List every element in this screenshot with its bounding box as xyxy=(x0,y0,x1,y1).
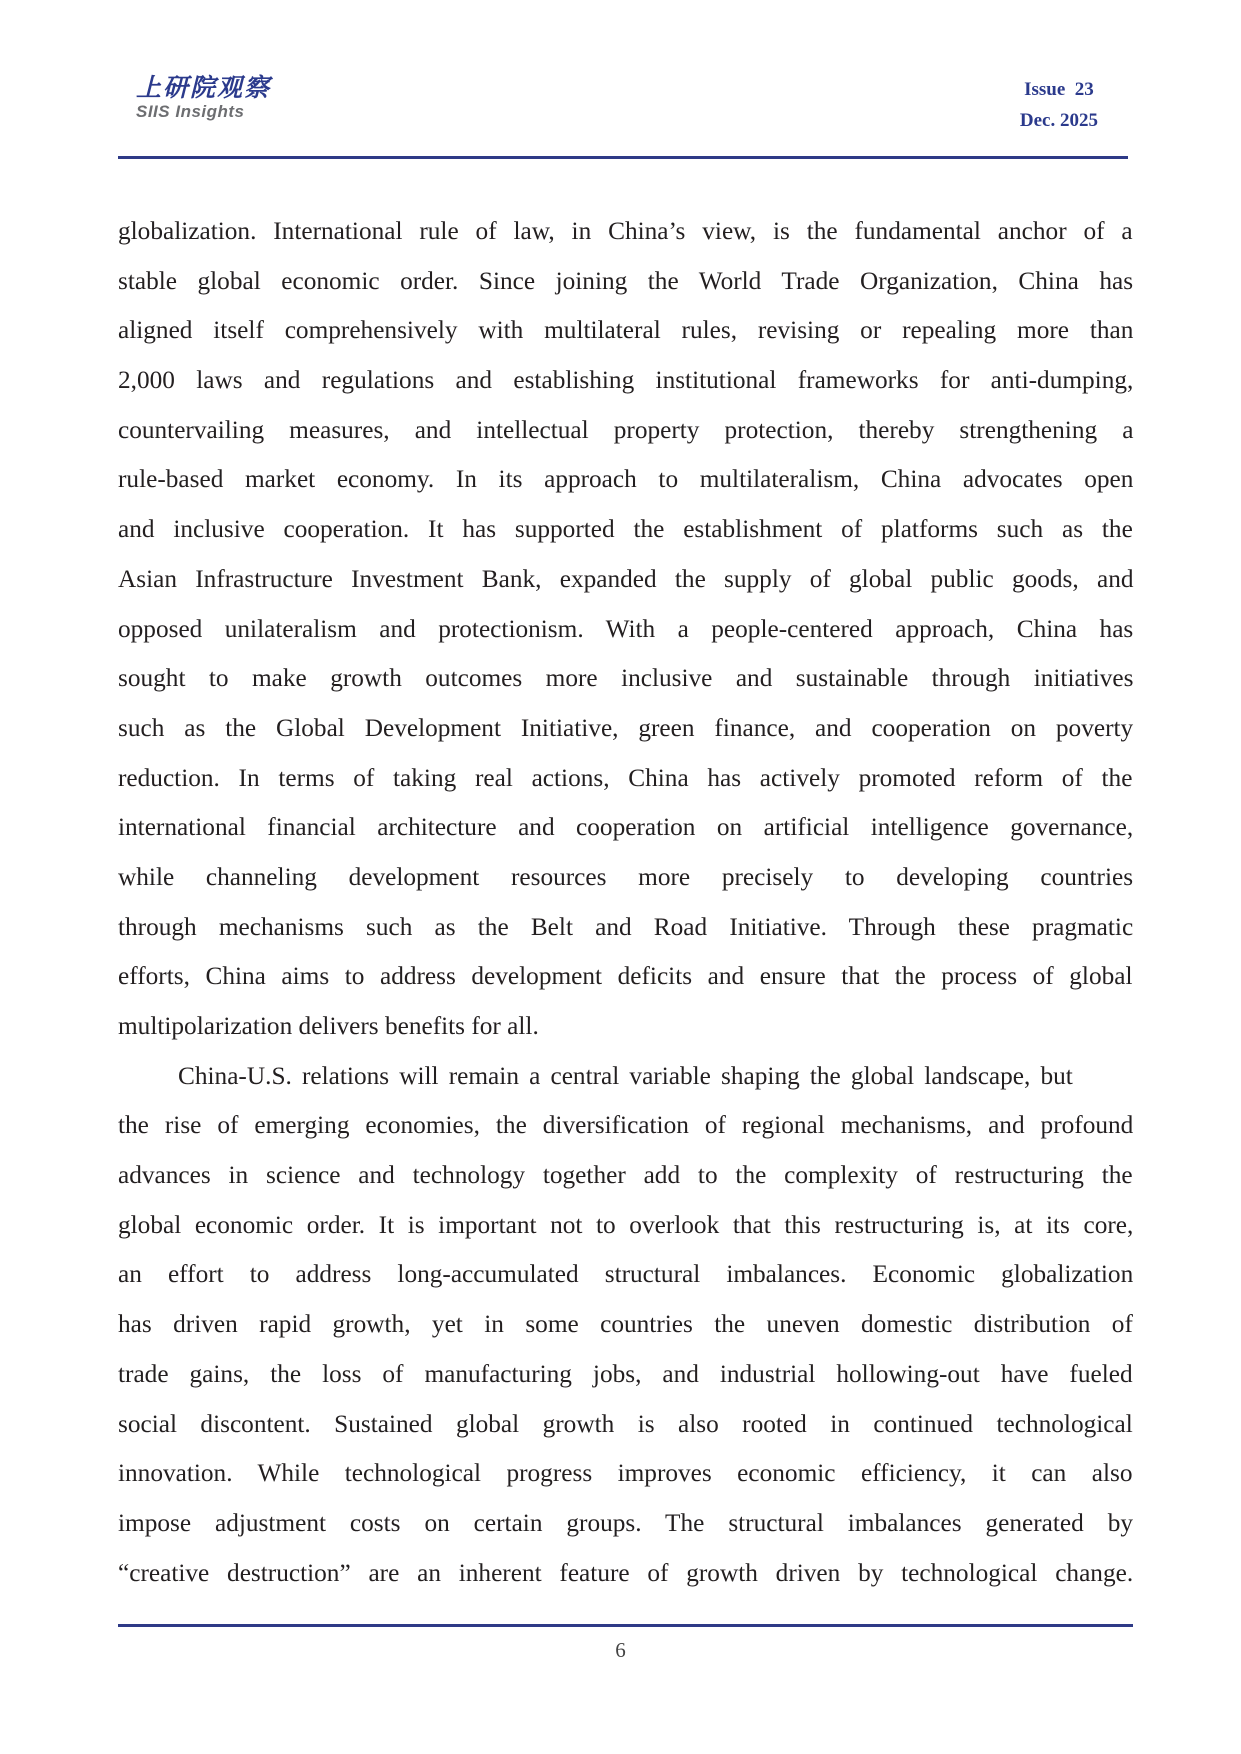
text-line: 2,000 laws and regulations and establishing institutional frameworks for anti-dumping, xyxy=(118,366,1134,395)
text-line: stable global economic order. Since joining the World Trade Organization, China has xyxy=(118,266,1134,295)
text-line: efforts, China aims to address development deficits and ensure that the process of global xyxy=(118,962,1133,991)
page-number: 6 xyxy=(615,1638,626,1662)
paragraph-1 xyxy=(118,207,1133,1052)
text-line: aligned itself comprehensively with multilateral rules, revising or repealing more than xyxy=(118,316,1134,345)
text-line: multipolarization delivers benefits for all. xyxy=(118,1012,539,1040)
text-line: Asian Infrastructure Investment Bank, expanded the supply of global public goods, and xyxy=(118,564,1134,593)
text-line: through mechanisms such as the Belt and Road Initiative. Through these pragmatic xyxy=(118,912,1134,941)
text-line: social discontent. Sustained global growth is also rooted in continued technological xyxy=(118,1409,1133,1438)
text-line: the rise of emerging economies, the diversification of regional mechanisms, and profound xyxy=(118,1111,1134,1140)
header-divider xyxy=(118,156,1128,159)
text-line: international financial architecture and cooperation on artificial intelligence governance, xyxy=(118,813,1134,842)
text-line: “creative destruction” are an inherent feature of growth driven by technological change. xyxy=(118,1558,1134,1587)
text-line: reduction. In terms of taking real actions, China has actively promoted reform of the xyxy=(118,763,1133,792)
page-header xyxy=(0,0,1241,160)
footer-divider xyxy=(118,1624,1133,1627)
text-line: an effort to address long-accumulated structural imbalances. Economic globalization xyxy=(118,1260,1134,1289)
logo-chinese-title: 上研院观察 xyxy=(136,73,272,102)
text-line: global economic order. It is important not to overlook that this restructuring is, at its core, xyxy=(118,1210,1134,1239)
text-line: sought to make growth outcomes more inclusive and sustainable through initiatives xyxy=(118,664,1134,693)
text-line: while channeling development resources more precisely to developing countries xyxy=(118,862,1134,891)
text-line: impose adjustment costs on certain groups. The structural imbalances generated by xyxy=(118,1508,1134,1537)
issue-number: Issue 23 xyxy=(1024,79,1094,100)
logo-english-title: SIIS Insights xyxy=(136,102,245,121)
text-line: and inclusive cooperation. It has supported the establishment of platforms such as the xyxy=(118,515,1133,544)
text-line: trade gains, the loss of manufacturing jobs, and industrial hollowing-out have fueled xyxy=(118,1359,1133,1388)
text-line: such as the Global Development Initiative, green finance, and cooperation on poverty xyxy=(118,713,1134,742)
text-line: opposed unilateralism and protectionism. With a people-centered approach, China has xyxy=(118,614,1134,643)
text-line: countervailing measures, and intellectual property protection, thereby strengthening a xyxy=(118,415,1134,444)
text-line: advances in science and technology together add to the complexity of restructuring the xyxy=(118,1161,1133,1190)
siis-logo xyxy=(136,74,271,122)
text-line: rule-based market economy. In its approach to multilateralism, China advocates open xyxy=(118,465,1134,494)
issue-date: Dec. 2025 xyxy=(1019,110,1098,131)
paragraph-2 xyxy=(118,1052,1133,1599)
text-line: globalization. International rule of law, in China’s view, is the fundamental anchor of a xyxy=(118,217,1133,245)
text-line: has driven rapid growth, yet in some countries the uneven domestic distribution of xyxy=(118,1310,1133,1339)
article-body xyxy=(118,207,1133,1598)
issue-info xyxy=(1020,74,1098,136)
text-line: China-U.S. relations will remain a central variable shaping the global landscape, but xyxy=(178,1061,1073,1090)
text-line: innovation. While technological progress improves economic efficiency, it can also xyxy=(118,1459,1133,1488)
